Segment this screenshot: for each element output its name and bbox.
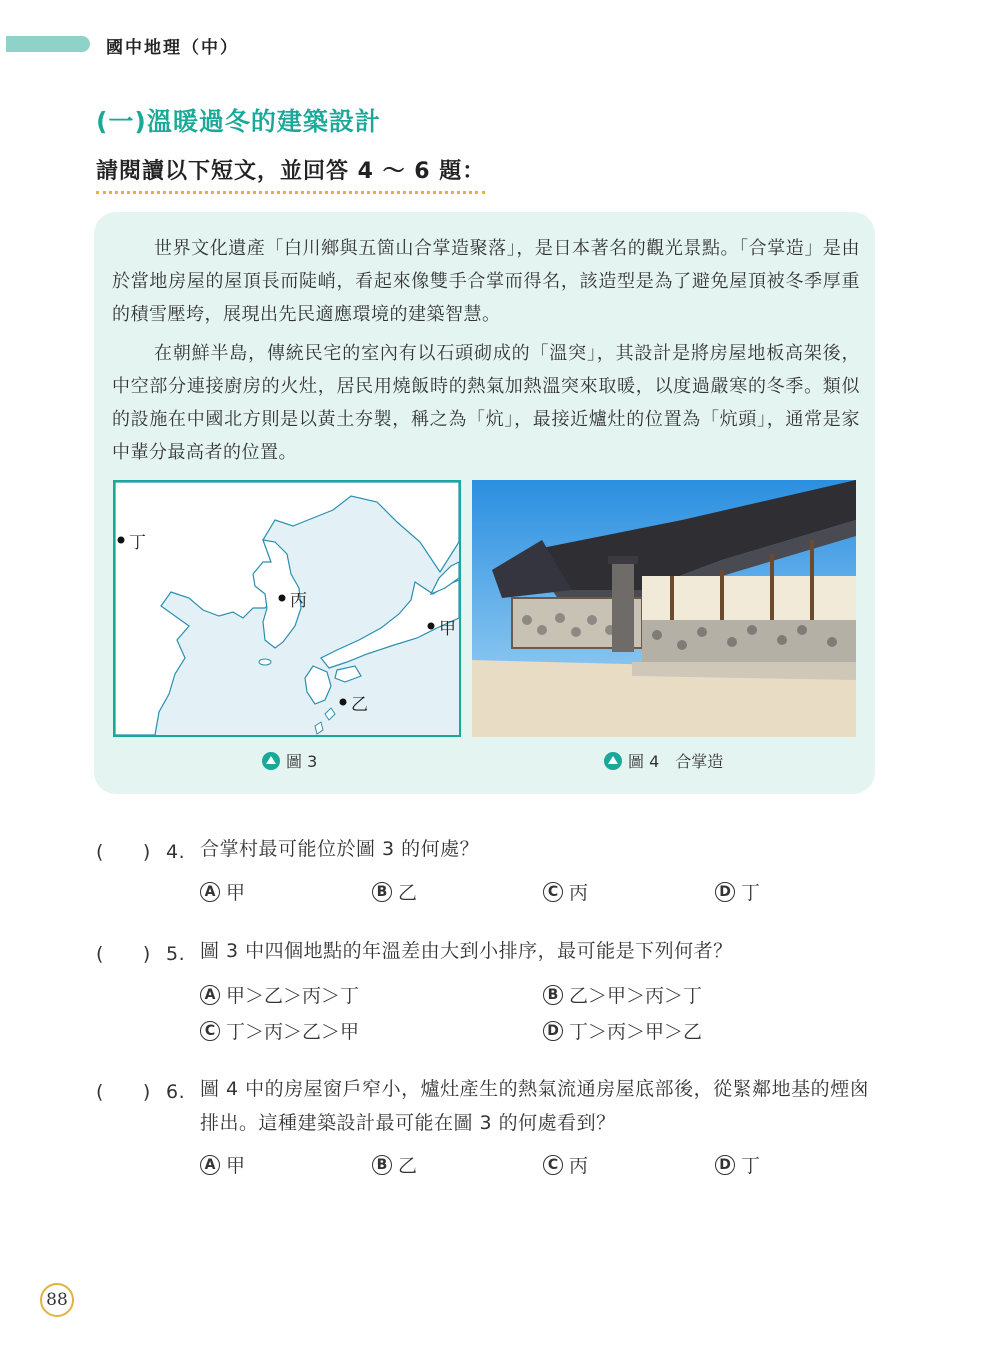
question-6-option-d[interactable]: D 丁	[715, 1151, 760, 1178]
section-title: (一)溫暖過冬的建築設計	[96, 107, 381, 136]
question-4-option-d[interactable]: D 丁	[715, 878, 760, 905]
question-4-number-row	[96, 837, 200, 864]
figure-3-map	[113, 480, 461, 737]
question-6-option-b[interactable]: B 乙	[372, 1151, 417, 1178]
figure-4-caption-text: 圖 4 合掌造	[628, 752, 724, 771]
header-accent-bar	[6, 36, 90, 52]
question-5-option-d[interactable]: D 丁＞丙＞甲＞乙	[543, 1017, 702, 1044]
traditional-house-illustration	[472, 480, 856, 737]
passage-paragraph-1: 世界文化遺產「白川鄉與五箇山合掌造聚落」，是日本著名的觀光景點。「合掌造」是由於當地房屋的屋頂長而陡峭，看起來像雙手合掌而得名，該造型是為了避免屋頂被冬季厚重的積雪壓垮，展現出先民適應環境的建築智慧。	[112, 238, 860, 325]
question-4-option-a[interactable]: A 甲	[200, 878, 245, 905]
question-4-option-b[interactable]: B 乙	[372, 878, 417, 905]
question-5-option-b[interactable]: B 乙＞甲＞丙＞丁	[543, 981, 702, 1008]
east-asia-map-svg	[115, 482, 459, 735]
question-6-text: 圖 4 中的房屋窗戶窄小，爐灶產生的熱氣流通房屋底部後，從緊鄰地基的煙囪排出。這種建築設計最可能在圖 3 的何處看到？	[200, 1078, 870, 1134]
reading-instruction: 請閱讀以下短文，並回答 4 ～ 6 題：	[96, 154, 485, 194]
figure-4-caption	[604, 749, 723, 772]
caption-triangle-icon	[262, 752, 280, 770]
map-label-yi: 乙	[351, 695, 368, 715]
figure-4-photo	[472, 480, 856, 737]
question-number: 5.	[166, 943, 186, 965]
map-label-bing: 丙	[290, 591, 307, 611]
question-5-number-row	[96, 939, 200, 966]
jeju-island-shape	[259, 659, 271, 665]
figure-3-caption-text: 圖 3	[286, 752, 318, 771]
point-bing-marker	[279, 595, 286, 602]
page-number: 88	[40, 1283, 74, 1317]
figure-3-caption	[262, 749, 317, 772]
question-4-option-c[interactable]: C 丙	[543, 878, 588, 905]
question-5-option-c[interactable]: C 丁＞丙＞乙＞甲	[200, 1017, 359, 1044]
answer-blank[interactable]: ( )	[96, 841, 151, 863]
map-label-jia: 甲	[439, 619, 456, 639]
question-number: 4.	[166, 841, 186, 863]
answer-blank[interactable]: ( )	[96, 1081, 151, 1103]
question-6-number-row	[96, 1077, 200, 1104]
question-5-text: 圖 3 中四個地點的年溫差由大到小排序，最可能是下列何者？	[200, 940, 733, 962]
answer-blank[interactable]: ( )	[96, 943, 151, 965]
map-label-ding: 丁	[129, 533, 146, 553]
point-jia-marker	[428, 623, 435, 630]
question-6-option-c[interactable]: C 丙	[543, 1151, 588, 1178]
question-4-text: 合掌村最可能位於圖 3 的何處？	[200, 838, 480, 860]
question-5-option-a[interactable]: A 甲＞乙＞丙＞丁	[200, 981, 359, 1008]
question-number: 6.	[166, 1081, 186, 1103]
book-title: 國中地理（中）	[106, 38, 239, 58]
caption-triangle-icon	[604, 752, 622, 770]
passage-paragraph-2: 在朝鮮半島，傳統民宅的室內有以石頭砌成的「溫突」，其設計是將房屋地板高架後，中空部分連接廚房的火灶，居民用燒飯時的熱氣加熱溫突來取暖，以度過嚴寒的冬季。類似的設施在中國北方則是以黃土夯製，稱之為「炕」，最接近爐灶的位置為「炕頭」，通常是家中輩分最高者的位置。	[112, 343, 860, 463]
point-ding-marker	[118, 537, 125, 544]
point-yi-marker	[340, 699, 347, 706]
question-6-option-a[interactable]: A 甲	[200, 1151, 245, 1178]
